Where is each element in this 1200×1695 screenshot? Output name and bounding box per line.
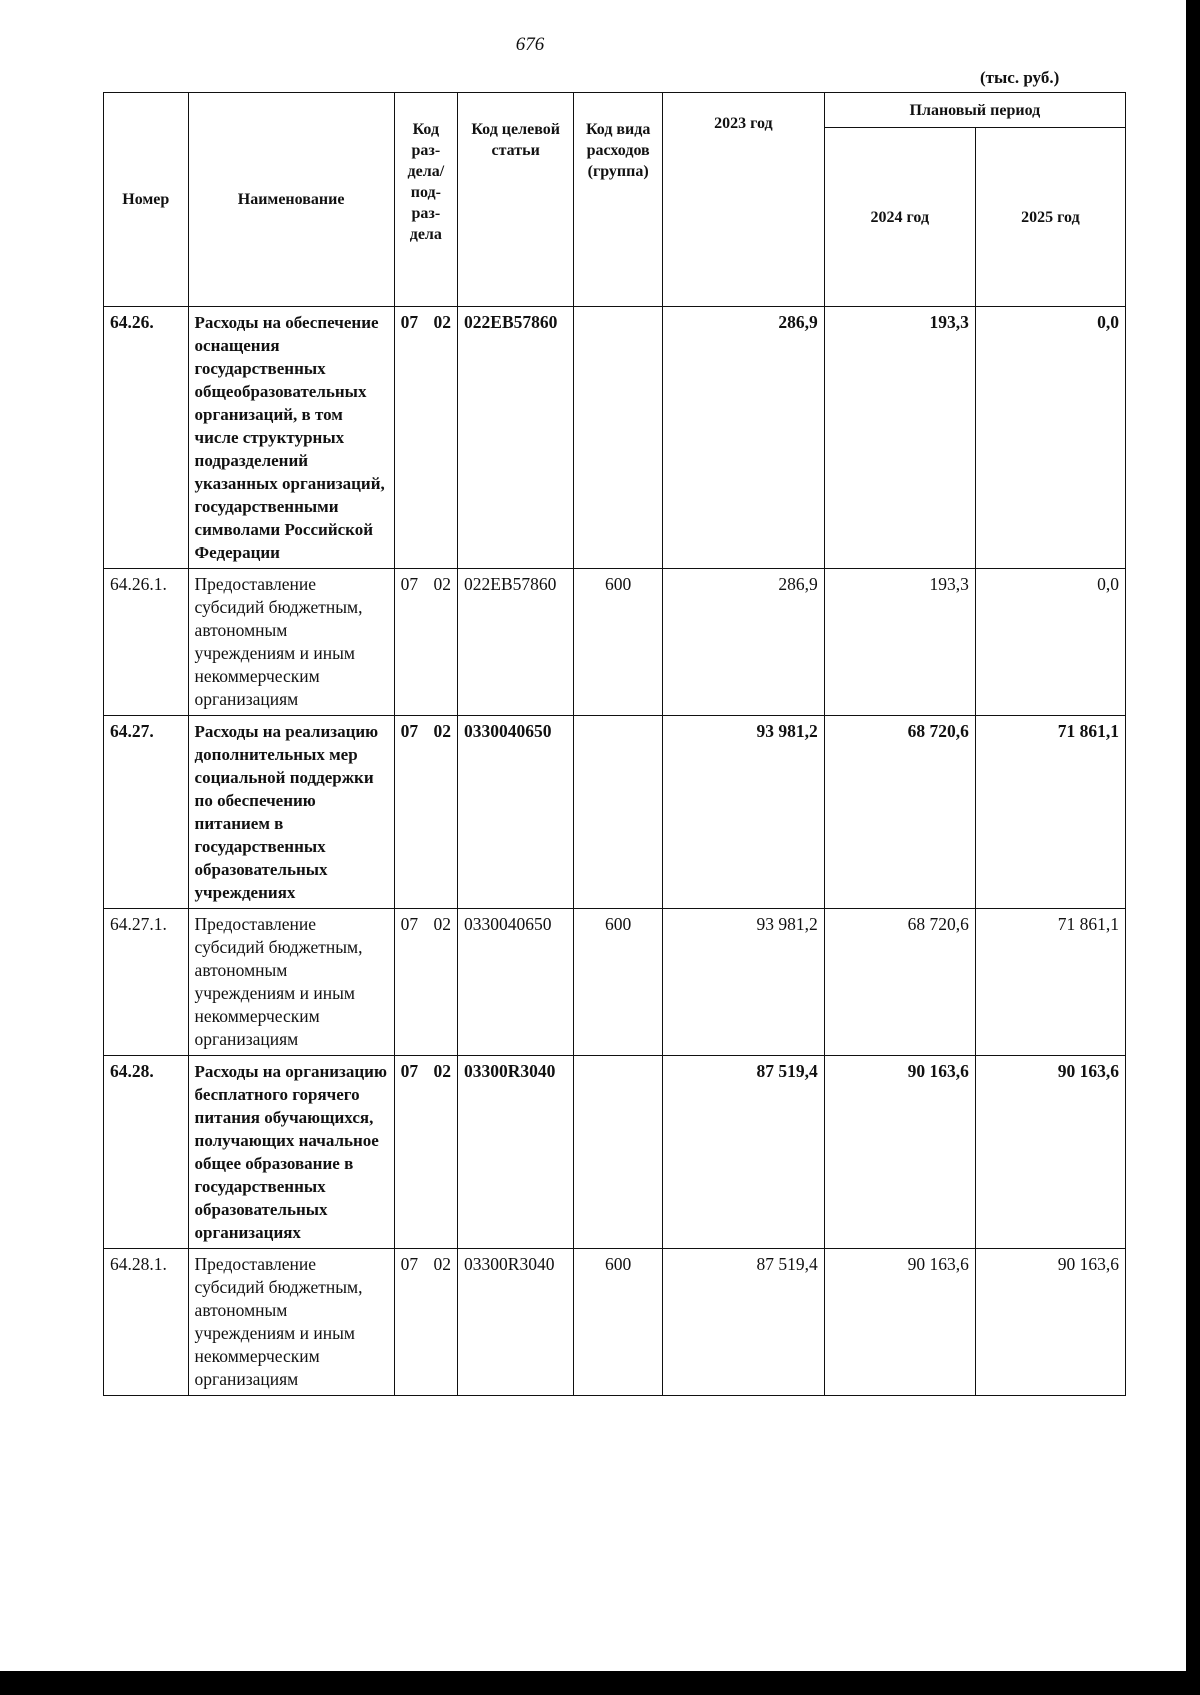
row-expense-type — [574, 1056, 663, 1249]
row-razdel-subsection: 02 — [433, 574, 452, 594]
row-name: Расходы на обеспечение оснащения государственных общеобразовательных организаций, в том числе структурных подразделений указанных организаций, государственными символами Российской Федерации — [188, 307, 394, 569]
row-amount-2024: 193,3 — [824, 569, 975, 716]
row-amount-2023: 286,9 — [663, 569, 825, 716]
row-name: Предоставление субсидий бюджетным, автономным учреждениям и иным некоммерческим организациям — [188, 909, 394, 1056]
page-number: 676 — [515, 34, 545, 55]
header-name: Наименование — [188, 93, 394, 307]
row-expense-type — [574, 307, 663, 569]
row-amount-2024: 193,3 — [824, 307, 975, 569]
row-target-code: 022EB57860 — [458, 569, 574, 716]
row-amount-2024: 90 163,6 — [824, 1056, 975, 1249]
row-amount-2025: 71 861,1 — [975, 716, 1125, 909]
table-row — [104, 1056, 1126, 1249]
row-amount-2023: 286,9 — [663, 307, 825, 569]
row-amount-2025: 90 163,6 — [975, 1249, 1125, 1396]
header-razdel: Код раз-дела/ под-раз-дела — [394, 93, 457, 307]
row-razdel-subsection: 02 — [433, 1254, 452, 1274]
scan-edge-right — [1186, 0, 1200, 1695]
row-number: 64.26.1. — [104, 569, 189, 716]
table-header — [104, 93, 1126, 307]
row-name: Предоставление субсидий бюджетным, автономным учреждениям и иным некоммерческим организациям — [188, 569, 394, 716]
row-number: 64.27. — [104, 716, 189, 909]
row-amount-2024: 68 720,6 — [824, 909, 975, 1056]
table-row — [104, 307, 1126, 569]
row-razdel-subsection: 02 — [433, 1061, 452, 1081]
row-target-code: 03300R3040 — [458, 1249, 574, 1396]
row-amount-2024: 68 720,6 — [824, 716, 975, 909]
row-amount-2023: 87 519,4 — [663, 1056, 825, 1249]
row-razdel-section: 07 — [400, 1061, 419, 1081]
table-row — [104, 1249, 1126, 1396]
row-number: 64.28.1. — [104, 1249, 189, 1396]
row-razdel-section: 07 — [400, 914, 419, 934]
header-2025: 2025 год — [975, 128, 1125, 307]
header-2023: 2023 год — [663, 93, 825, 307]
row-name: Предоставление субсидий бюджетным, автономным учреждениям и иным некоммерческим организациям — [188, 1249, 394, 1396]
header-target: Код целевой статьи — [458, 93, 574, 307]
row-target-code: 03300R3040 — [458, 1056, 574, 1249]
row-expense-type: 600 — [574, 909, 663, 1056]
row-razdel — [394, 307, 457, 569]
row-amount-2024: 90 163,6 — [824, 1249, 975, 1396]
row-number: 64.26. — [104, 307, 189, 569]
row-target-code: 022EB57860 — [458, 307, 574, 569]
row-expense-type — [574, 716, 663, 909]
table-row — [104, 716, 1126, 909]
row-razdel-section: 07 — [400, 574, 419, 594]
row-number: 64.27.1. — [104, 909, 189, 1056]
row-target-code: 0330040650 — [458, 909, 574, 1056]
row-amount-2023: 93 981,2 — [663, 716, 825, 909]
row-razdel-section: 07 — [400, 1254, 419, 1274]
row-expense-type: 600 — [574, 1249, 663, 1396]
table-row — [104, 909, 1126, 1056]
header-number: Номер — [104, 93, 189, 307]
row-amount-2023: 87 519,4 — [663, 1249, 825, 1396]
table-body — [104, 307, 1126, 1396]
row-razdel — [394, 569, 457, 716]
row-amount-2025: 90 163,6 — [975, 1056, 1125, 1249]
header-vid: Код вида расходов (группа) — [574, 93, 663, 307]
row-razdel — [394, 1056, 457, 1249]
table-row — [104, 569, 1126, 716]
budget-table — [103, 92, 1126, 1396]
row-razdel-subsection: 02 — [433, 914, 452, 934]
row-amount-2025: 71 861,1 — [975, 909, 1125, 1056]
row-razdel — [394, 716, 457, 909]
row-target-code: 0330040650 — [458, 716, 574, 909]
row-razdel-section: 07 — [400, 312, 419, 332]
row-expense-type: 600 — [574, 569, 663, 716]
row-number: 64.28. — [104, 1056, 189, 1249]
row-name: Расходы на реализацию дополнительных мер социальной поддержки по обеспечению питанием в государственных образовательных учреждениях — [188, 716, 394, 909]
row-razdel-section: 07 — [400, 721, 419, 741]
row-razdel-subsection: 02 — [433, 721, 452, 741]
scan-edge-bottom — [0, 1671, 1200, 1695]
units-label: (тыс. руб.) — [980, 68, 1060, 87]
row-amount-2025: 0,0 — [975, 569, 1125, 716]
header-2024: 2024 год — [824, 128, 975, 307]
row-razdel — [394, 1249, 457, 1396]
row-razdel-subsection: 02 — [433, 312, 452, 332]
row-razdel — [394, 909, 457, 1056]
row-name: Расходы на организацию бесплатного горячего питания обучающихся, получающих начальное общее образование в государственных образовательных организациях — [188, 1056, 394, 1249]
header-planned-period: Плановый период — [824, 93, 1125, 128]
row-amount-2025: 0,0 — [975, 307, 1125, 569]
row-amount-2023: 93 981,2 — [663, 909, 825, 1056]
